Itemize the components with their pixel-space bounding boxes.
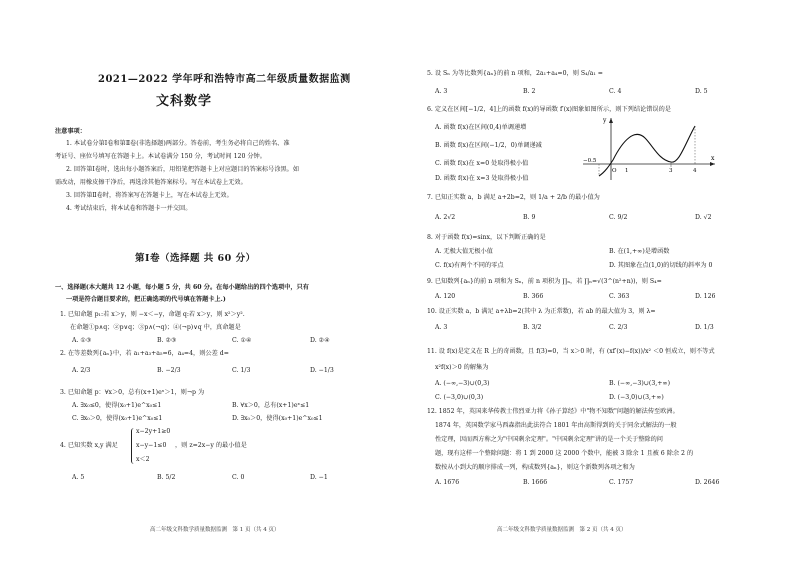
notice-line: 需改动，用橡皮擦干净后，再选涂其他答案标号。写在本试卷上无效。	[55, 179, 247, 186]
page-footer: 高二年级文科数学质量数据监测 第 2 页（共 4 页）	[497, 527, 627, 533]
constraint: x−2y+1≥0	[136, 428, 171, 435]
option: A. 120	[435, 293, 456, 300]
notice-line: 4. 考试结束后，将本试卷和答题卡一并交回。	[66, 205, 192, 212]
option: D. 函数 f(x)在 x=3 处取得极小值	[435, 175, 529, 182]
option: B. 9	[523, 214, 536, 221]
question-11: 11. 设 f(x)是定义在 R 上的奇函数，且 f(3)=0，当 x＞0 时，有 (xf′(x)−f(x))/x² ＜0 恒成立，则不等式	[427, 348, 715, 355]
option: A. 2√2	[435, 214, 456, 221]
option: C. 4	[609, 88, 622, 95]
option: C. 1/3	[232, 367, 251, 374]
notice-heading: 注意事项：	[55, 128, 86, 135]
question-4: 4. 已知实数 x,y 满足	[60, 442, 118, 449]
constraint: x−y−1≤0	[136, 442, 167, 449]
question-4-tail: ，则 z=2x−y 的最小值是	[175, 442, 247, 449]
notice-line: 考证号、座位号填写在答题卡上。本试卷满分 150 分，考试时间 120 分钟。	[55, 153, 266, 160]
question-11-body: x²f(x)＞0 的解集为	[435, 364, 489, 371]
option: A. 3	[435, 88, 448, 95]
system-brace	[131, 428, 134, 464]
option: A. 3	[435, 324, 448, 331]
page-footer: 高二年级文科数学质量数据监测 第 1 页（共 4 页）	[150, 527, 280, 533]
option: A. 1676	[435, 479, 460, 486]
instructions: 一项是符合题目要求的，把正确选项的代号填在答题卡上.)	[66, 296, 226, 303]
option: D. 其图象在点(1,0)的切线的斜率为 0	[609, 262, 713, 269]
option: D. −1/3	[310, 367, 334, 374]
notice-line: 1. 本试卷分第Ⅰ卷和第Ⅱ卷(非选择题)两部分。答卷前，考生务必将自己的姓名、准	[66, 140, 290, 147]
question-10: 10. 设正实数 a，b 满足 a+λb=2(其中 λ 为正常数)，若 ab 的最大值为 3，则 λ=	[427, 308, 656, 315]
option: A. 5	[72, 474, 85, 481]
section-title: 第Ⅰ卷（选择题 共 60 分）	[135, 253, 256, 264]
exam-title: 2021—2022 学年呼和浩特市高二年级质量数据监测	[98, 74, 351, 85]
option: D. 5	[695, 88, 708, 95]
option: B. 366	[523, 293, 544, 300]
option: C. 函数 f(x)在 x=0 处取得极小值	[435, 160, 529, 167]
option: C. 363	[609, 293, 630, 300]
option: D. √2	[695, 214, 712, 221]
question-12-line: 性定理，因而西方称之为"中国剩余定理"。"中国剩余定理"讲的是一个关于整除的问	[435, 436, 663, 443]
question-1: 1. 已知命题 p₁:若 x＞y，则 −x＜−y，命题 q:若 x＞y，则 x²＞y².	[60, 311, 245, 318]
option: A. (−∞,−3)∪(0,3)	[435, 380, 490, 387]
question-8: 8. 对于函数 f(x)=sinx，以下判断正确的是	[427, 234, 546, 241]
question-3: 3. 已知命题 p：∀x＞0，总有(x+1)eˣ＞1，则¬p 为	[60, 389, 205, 396]
question-6: 6. 定义在区间[−1/2，4]上的函数 f(x)的导函数 f′(x)图象如图所示，则下列结论错误的是	[427, 106, 671, 113]
option: A. ①③	[72, 337, 92, 344]
question-5: 5. 设 Sₙ 为等比数列{aₙ}的前 n 项和，2a₁+a₄=0，则 S₄/a₁ =	[427, 70, 603, 77]
option: B. 2	[523, 88, 536, 95]
option: C. 0	[232, 474, 245, 481]
question-7: 7. 已知正实数 a，b 满足 a+2b=2，则 1/a + 2/b 的最小值为	[427, 194, 600, 201]
option: C. ∃x₀＞0，使得(x₀+1)e^x₀≤1	[72, 415, 163, 422]
constraint: x＜2	[136, 456, 150, 463]
question-9: 9. 已知数列{aₙ}的前 n 项和为 Sₙ，前 n 项积为 ∏ₙ，若 ∏ₙ=√(3^(n²+n))，则 S₄=	[427, 278, 662, 285]
option: C. f(x)有两个不同的零点	[435, 262, 504, 269]
y-axis-arrow-icon	[609, 118, 613, 123]
x-label: x	[711, 155, 715, 162]
option: A. ∃x₀≤0，使得(x₀+1)e^x₀≤1	[72, 402, 162, 409]
option: D. −1	[310, 474, 328, 481]
option: D. ∃x₀＞0，使得(x₀+1)e^x₀≤1	[232, 415, 323, 422]
option: A. 函数 f(x)在区间(0,4)单调递增	[435, 124, 527, 131]
y-label: y	[603, 117, 607, 124]
question-12-line: 1874 年，英国数学家马西森指出此法符合 1801 年由高斯得到的关于同余式解法的一般	[435, 422, 677, 429]
origin-label: O	[612, 168, 617, 174]
option: D. 1/3	[695, 324, 714, 331]
tick-label: −0.5	[583, 158, 597, 164]
option: A. 无极大值无极小值	[435, 248, 493, 255]
option: B. (−∞,−3)∪(3,+∞)	[609, 380, 670, 387]
instructions: 一、选择题(本大题共 12 小题，每小题 5 分，共 60 分。在每小题给出的四个选项中，只有	[55, 284, 309, 291]
option: B. 5/2	[157, 474, 176, 481]
option: D. (−3,0)∪(3,+∞)	[609, 394, 664, 401]
option: C. (−3,0)∪(0,3)	[435, 394, 484, 401]
tick-label: 4	[693, 168, 697, 174]
option: B. −2/3	[157, 367, 181, 374]
option: B. ∀x＞0，总有(x+1)eˣ≤1	[232, 402, 310, 409]
option: C. ①④	[232, 337, 252, 344]
option: B. 函数 f(x)在区间(−1/2，0)单调递减	[435, 142, 542, 149]
notice-line: 3. 回答第Ⅱ卷时，将答案写在答题卡上，写在本试卷上无效。	[66, 192, 233, 199]
tick-label: 1	[625, 168, 629, 174]
option: C. 1757	[609, 479, 634, 486]
option: B. ②③	[157, 337, 177, 344]
option: D. 2646	[695, 479, 720, 486]
option: D. ②④	[310, 337, 330, 344]
question-12: 12. 1852 年，英国来华传教士伟烈亚力将《孙子算经》中"物不知数"问题的解法传至欧洲。	[427, 408, 679, 415]
option: C. 9/2	[609, 214, 628, 221]
question-12-line: 题，现有这样一个整除问题：将 1 到 2000 这 2000 个数中，能被 3 除余 1 且被 6 除余 2 的	[435, 450, 694, 457]
option: D. 126	[695, 293, 716, 300]
question-12-line: 数按从小到大的顺序排成一列，构成数列{aₙ}，则这个新数列各项之和为	[435, 464, 635, 471]
exam-subject: 文科数学	[156, 94, 213, 109]
question-1-body: 在命题①p∧q；②p∨q；③p∧(¬q)；④(¬p)∨q 中，真命题是	[70, 324, 241, 331]
option: B. 在(1,+∞)是增函数	[609, 248, 670, 255]
exam-page-right	[397, 0, 794, 561]
x-axis-arrow-icon	[710, 162, 715, 166]
notice-line: 2. 回答第Ⅰ卷时，选出每小题答案后，用铅笔把答题卡上对应题目的答案标号涂黑。如	[66, 166, 300, 173]
option: C. 2/3	[609, 324, 628, 331]
option: B. 3/2	[523, 324, 542, 331]
option: B. 1666	[523, 479, 548, 486]
option: A. 2/3	[72, 367, 91, 374]
tick-label: 3	[669, 168, 673, 174]
derivative-graph	[579, 114, 719, 182]
question-2: 2. 在等差数列{aₙ}中，若 a₁+a₃+a₅=6，a₄=4，则公差 d=	[60, 350, 229, 357]
